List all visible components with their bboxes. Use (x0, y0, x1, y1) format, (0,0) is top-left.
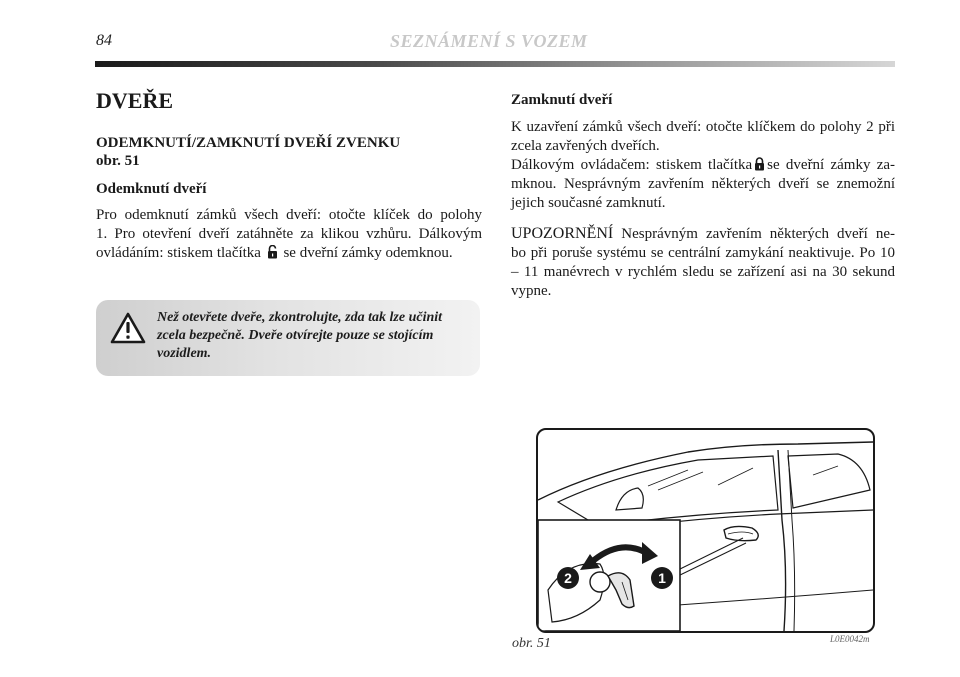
section-title: DVEŘE (96, 88, 174, 113)
note-paragraph (511, 224, 895, 301)
unlock-line-3 (96, 244, 482, 263)
warning-line-2: zcela bezpečně. Dveře otvírejte pouze se stojícím (157, 328, 434, 343)
warning-text (157, 309, 473, 363)
note-line-1-rest: Nesprávným zavřením některých dveří ne- (621, 226, 896, 242)
note-line-3: – 11 manévrech v rychlém sledu se zařízení asi na 30 sekund (511, 264, 895, 280)
unlock-icon (267, 245, 278, 259)
warning-line-1: Než otevřete dveře, zkontrolujte, zda tak lze učinit (157, 310, 443, 325)
lock-icon (754, 157, 765, 171)
note-line-4: vypne. (511, 283, 552, 299)
lock-heading: Zamknutí dveří (511, 92, 613, 108)
car-door-drawing (538, 430, 873, 631)
unlock-line-2: 1. Pro otevření dveří zatáhněte za klikou vzhůru. Dálkovým (96, 226, 482, 242)
marker-1-label: 1 (658, 570, 666, 586)
subheading (96, 134, 476, 170)
unlock-line-1: Pro odemknutí zámků všech dveří: otočte klíček do polohy (96, 207, 482, 223)
unlock-line-3-end: se dveřní zámky odemknou. (283, 245, 453, 261)
warning-triangle-icon (110, 312, 146, 344)
subheading-line-1: ODEMKNUTÍ/ZAMKNUTÍ DVEŘÍ ZVENKU (96, 135, 401, 151)
page-number: 84 (96, 32, 112, 49)
lock-paragraph (511, 118, 895, 213)
lock-p1-line-2: zcela zavřených dveřích. (511, 138, 660, 154)
note-line-2: bo při poruše systému se centrální zamykání neaktivuje. Po 10 (511, 245, 895, 261)
warning-line-3: vozidlem. (157, 346, 212, 361)
figure-caption: obr. 51 (512, 636, 551, 651)
lock-p2-line-1 (511, 156, 895, 175)
lock-p2-line-3: jejich současné zamknutí. (511, 195, 666, 211)
note-line-1 (511, 224, 895, 244)
note-label: UPOZORNĚNÍ (511, 225, 614, 242)
subheading-line-2: obr. 51 (96, 153, 140, 169)
lock-p2-line-2: mknou. Nesprávným zavřením některých dveří se znemožní (511, 176, 895, 192)
lock-p2-line-1-end: se dveřní zámky za- (767, 157, 896, 173)
lock-p2-line-1-start: Dálkovým ovládačem: stiskem tlačítka (511, 157, 753, 173)
header-rule (95, 61, 895, 67)
lock-p1-line-1: K uzavření zámků všech dveří: otočte klíčkem do polohy 2 při (511, 119, 895, 135)
figure-illustration (536, 428, 875, 633)
unlock-paragraph (96, 206, 482, 263)
unlock-line-3-start: ovládáním: stiskem tlačítka (96, 245, 261, 261)
chapter-title: SEZNÁMENÍ S VOZEM (390, 31, 588, 51)
unlock-heading: Odemknutí dveří (96, 181, 207, 197)
figure-code: L0E0042m (830, 634, 870, 644)
marker-2-label: 2 (564, 570, 572, 586)
